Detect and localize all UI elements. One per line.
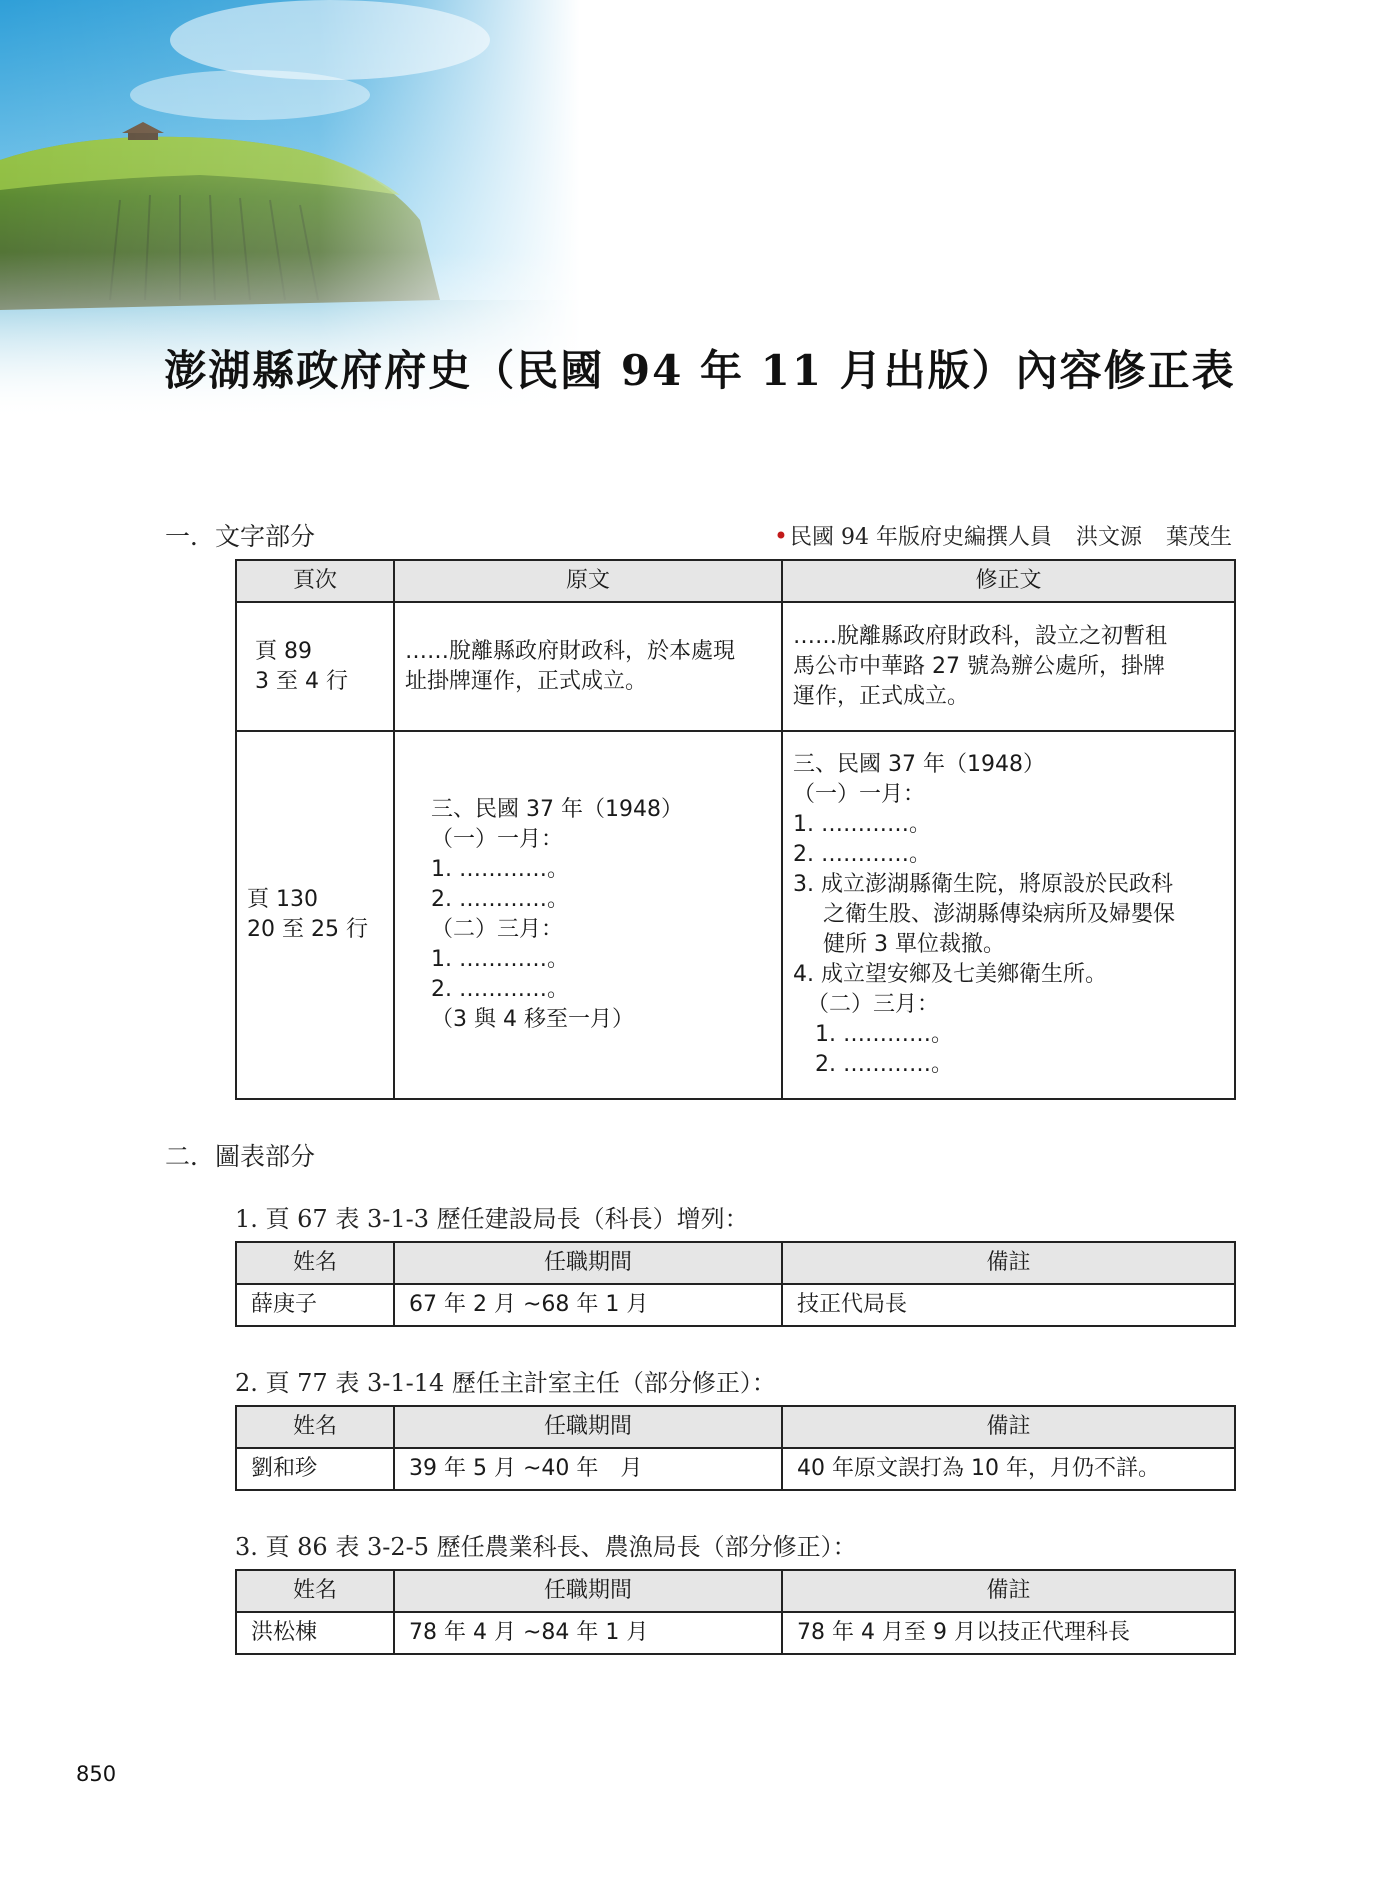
cell-line: 三、民國 37 年（1948） [793, 752, 1045, 777]
original-text-cell [394, 602, 782, 731]
cell-line: （3 與 4 移至一月） [431, 1007, 634, 1032]
table-row [236, 1612, 1235, 1654]
cell-line: 2. …………。 [815, 1052, 953, 1077]
cell-line: 3 至 4 行 [255, 668, 348, 694]
table-cell: 78 年 4 月至 9 月以技正代理科長 [782, 1612, 1235, 1654]
table-header-row [236, 560, 1235, 602]
table-cell: 技正代局長 [782, 1284, 1235, 1326]
credit-line [774, 520, 1232, 551]
cell-line: 頁 130 [247, 887, 318, 912]
table-cell: 67 年 2 月 ~68 年 1 月 [394, 1284, 782, 1326]
credit-label: 民國 94 年版府史編撰人員 [789, 525, 1052, 550]
table-header-row [236, 1406, 1235, 1448]
cell-line: 1. …………。 [431, 857, 569, 882]
revised-text-cell [782, 731, 1235, 1099]
table-cell: 劉和珍 [236, 1448, 394, 1490]
page-number: 850 [76, 1762, 117, 1786]
table-row [236, 1284, 1235, 1326]
director-table [235, 1241, 1236, 1327]
cell-line: 3. 成立澎湖縣衛生院，將原設於民政科 [793, 872, 1173, 897]
cell-line: （一）一月： [793, 782, 926, 807]
column-header: 姓名 [236, 1406, 394, 1448]
cell-line: 1. …………。 [815, 1022, 953, 1047]
cell-line: 2. …………。 [431, 887, 569, 912]
table-header-row [236, 1242, 1235, 1284]
credit-name: 葉茂生 [1165, 525, 1232, 550]
cell-line: 2. …………。 [793, 842, 931, 867]
column-header: 修正文 [782, 560, 1235, 602]
table-cell: 39 年 5 月 ~40 年 月 [394, 1448, 782, 1490]
cell-line: 4. 成立望安鄉及七美鄉衛生所。 [793, 962, 1107, 987]
table-cell: 40 年原文誤打為 10 年，月仍不詳。 [782, 1448, 1235, 1490]
cell-line: 馬公市中華路 27 號為辦公處所，掛牌 [793, 653, 1165, 679]
section-heading-chart: 二．圖表部分 [165, 1142, 316, 1171]
column-header: 姓名 [236, 1570, 394, 1612]
cell-line: 1. …………。 [431, 947, 569, 972]
cell-line: ……脫離縣政府財政科，於本處現 [405, 638, 736, 664]
column-header: 原文 [394, 560, 782, 602]
page-ref-cell [236, 602, 394, 731]
column-header: 任職期間 [394, 1570, 782, 1612]
accounting-table [235, 1405, 1236, 1491]
column-header: 頁次 [236, 560, 394, 602]
cell-line: 頁 89 [255, 638, 312, 664]
original-text-cell [394, 731, 782, 1099]
column-header: 備註 [782, 1242, 1235, 1284]
column-header: 任職期間 [394, 1406, 782, 1448]
column-header: 任職期間 [394, 1242, 782, 1284]
table-row [236, 731, 1235, 1099]
column-header: 備註 [782, 1570, 1235, 1612]
cell-line: 20 至 25 行 [247, 917, 368, 942]
cell-line: 之衛生股、澎湖縣傳染病所及婦嬰保 [823, 902, 1176, 927]
cell-line: 1. …………。 [793, 812, 931, 837]
column-header: 姓名 [236, 1242, 394, 1284]
section-heading-text: 一．文字部分 [165, 522, 316, 551]
revised-text-cell [782, 602, 1235, 731]
cell-line: 運作，正式成立。 [793, 683, 970, 709]
cell-line: 三、民國 37 年（1948） [431, 797, 683, 822]
cell-line: ……脫離縣政府財政科，設立之初暫租 [793, 623, 1168, 649]
cell-line: （一）一月： [431, 827, 564, 852]
cell-line: 2. …………。 [431, 977, 569, 1002]
red-dot-icon: • [773, 522, 788, 550]
column-header: 備註 [782, 1406, 1235, 1448]
table-row [236, 1448, 1235, 1490]
table-title: 1. 頁 67 表 3-1-3 歷任建設局長（科長）增列： [235, 1205, 749, 1233]
text-correction-table [235, 559, 1236, 1100]
credit-name: 洪文源 [1075, 525, 1142, 550]
cell-line: 址掛牌運作，正式成立。 [405, 668, 648, 694]
table-title: 2. 頁 77 表 3-1-14 歷任主計室主任（部分修正）： [235, 1369, 776, 1397]
table-row [236, 602, 1235, 731]
table-header-row [236, 1570, 1235, 1612]
cell-line: （二）三月： [431, 917, 564, 942]
cell-line: 健所 3 單位裁撤。 [823, 932, 1005, 957]
table-cell: 薛庚子 [236, 1284, 394, 1326]
agriculture-table [235, 1569, 1236, 1655]
page-ref-cell [236, 731, 394, 1099]
table-cell: 78 年 4 月 ~84 年 1 月 [394, 1612, 782, 1654]
page-title: 澎湖縣政府府史（民國 94 年 11 月出版）內容修正表 [164, 346, 1236, 395]
table-cell: 洪松棟 [236, 1612, 394, 1654]
cell-line: （二）三月： [807, 992, 940, 1017]
table-title: 3. 頁 86 表 3-2-5 歷任農業科長、農漁局長（部分修正）： [235, 1533, 857, 1561]
